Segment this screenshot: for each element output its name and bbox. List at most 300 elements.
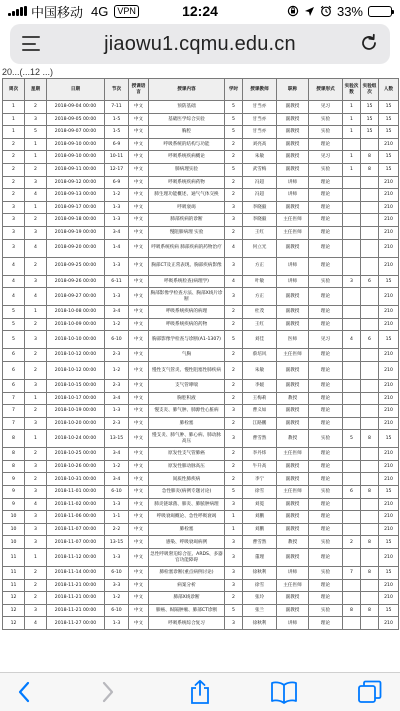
table-cell: 1-3 xyxy=(105,405,129,418)
table-cell: 4 xyxy=(25,288,47,306)
table-cell: 2 xyxy=(225,392,243,405)
table-cell: 1 xyxy=(225,523,243,536)
table-row xyxy=(3,379,399,392)
table-cell: 2018-09-07 00:00 xyxy=(47,126,105,139)
table-cell: 210 xyxy=(379,201,399,214)
table-cell: 呼吸系统疾病的药物 xyxy=(149,318,225,331)
table-cell: 方正 xyxy=(243,288,277,306)
table-cell: 7 xyxy=(3,405,25,418)
table-cell: 2018-11-07 00:00 xyxy=(47,523,105,536)
table-cell xyxy=(343,498,361,511)
column-header: 实验组次 xyxy=(361,79,379,101)
table-cell: 理论 xyxy=(309,523,343,536)
table-cell: 1-3 xyxy=(105,549,129,567)
table-cell: 2018-09-18 00:00 xyxy=(47,214,105,227)
table-cell: 中文 xyxy=(129,498,149,511)
table-cell: 慢阻肺病理 实验 xyxy=(149,226,225,239)
table-cell: 3 xyxy=(225,257,243,275)
table-cell: 呼吸衰竭 xyxy=(149,201,225,214)
table-cell: 15 xyxy=(379,113,399,126)
table-cell: 1-3 xyxy=(105,288,129,306)
table-cell: 中文 xyxy=(129,306,149,319)
table-row xyxy=(3,288,399,306)
table-cell: 中文 xyxy=(129,151,149,164)
table-cell: 210 xyxy=(379,239,399,257)
table-cell: 210 xyxy=(379,226,399,239)
table-cell: 基础医学综合实验 xyxy=(149,113,225,126)
table-cell: 中文 xyxy=(129,460,149,473)
forward-button[interactable] xyxy=(94,679,122,705)
table-cell: 中文 xyxy=(129,275,149,288)
table-cell: 主任医师 xyxy=(277,349,309,362)
table-cell: 中文 xyxy=(129,567,149,580)
table-cell: 副教授 xyxy=(277,460,309,473)
table-cell: 210 xyxy=(379,379,399,392)
column-header: 节次 xyxy=(105,79,129,101)
alarm-clock-icon xyxy=(320,5,332,17)
table-cell: 副教授 xyxy=(277,592,309,605)
table-cell: 1 xyxy=(25,549,47,567)
table-cell: 讲师 xyxy=(277,617,309,630)
column-header: 人数 xyxy=(379,79,399,101)
table-cell: 徐雪 xyxy=(243,486,277,499)
table-row xyxy=(3,126,399,139)
table-row xyxy=(3,349,399,362)
table-cell: 胸部影像学检查与诊断(A1-1307) xyxy=(149,331,225,349)
table-cell: 2 xyxy=(25,567,47,580)
bookmarks-button[interactable] xyxy=(270,679,298,705)
table-cell xyxy=(361,288,379,306)
table-cell: 1 xyxy=(3,126,25,139)
table-cell: 15 xyxy=(379,101,399,114)
table-cell: 8 xyxy=(361,151,379,164)
table-cell: 主任医师 xyxy=(277,448,309,461)
table-cell: 中文 xyxy=(129,331,149,349)
table-cell: 牛升高 xyxy=(243,460,277,473)
table-cell: 9 xyxy=(3,486,25,499)
table-cell: 3-4 xyxy=(105,226,129,239)
table-cell: 2 xyxy=(25,405,47,418)
table-cell: 理论 xyxy=(309,176,343,189)
network-label: 4G xyxy=(91,3,109,19)
table-cell: 主任医师 xyxy=(277,226,309,239)
share-icon xyxy=(189,679,211,705)
table-cell: 2 xyxy=(25,318,47,331)
table-cell: 中文 xyxy=(129,214,149,227)
table-cell: 6 xyxy=(3,361,25,379)
table-cell: 3 xyxy=(225,430,243,448)
table-cell: 理论 xyxy=(309,417,343,430)
table-cell xyxy=(361,549,379,567)
table-cell: 8 xyxy=(361,430,379,448)
table-cell: 4 xyxy=(25,498,47,511)
table-cell: 1-5 xyxy=(105,126,129,139)
table-cell: 11 xyxy=(3,549,25,567)
table-cell: 2 xyxy=(225,417,243,430)
table-cell: 3 xyxy=(25,460,47,473)
table-cell: 曹雪然 xyxy=(243,430,277,448)
table-cell: 2 xyxy=(25,349,47,362)
table-row xyxy=(3,189,399,202)
table-row xyxy=(3,592,399,605)
reload-icon[interactable] xyxy=(358,32,380,54)
table-cell: 实验 xyxy=(309,536,343,549)
table-cell: 主任医师 xyxy=(277,486,309,499)
table-cell: 3 xyxy=(225,536,243,549)
table-cell: 支气管哮喘 xyxy=(149,379,225,392)
table-row xyxy=(3,239,399,257)
table-cell: 5 xyxy=(25,126,47,139)
table-cell: 副教授 xyxy=(277,405,309,418)
column-header: 星期 xyxy=(25,79,47,101)
table-cell: 2018-10-20 00:00 xyxy=(47,417,105,430)
table-row xyxy=(3,617,399,630)
table-cell: 2-3 xyxy=(105,417,129,430)
table-cell: 中文 xyxy=(129,101,149,114)
table-cell: 210 xyxy=(379,306,399,319)
table-cell: 6-11 xyxy=(105,275,129,288)
table-cell: 见习 xyxy=(309,101,343,114)
table-cell: 讲师 xyxy=(277,567,309,580)
table-cell xyxy=(343,201,361,214)
table-cell: 4 xyxy=(25,239,47,257)
table-cell: 210 xyxy=(379,460,399,473)
table-cell: 2 xyxy=(25,163,47,176)
table-row xyxy=(3,486,399,499)
table-cell: 1 xyxy=(343,151,361,164)
table-cell: 4 xyxy=(3,288,25,306)
table-cell: 副教授 xyxy=(277,163,309,176)
table-cell: 2018-09-27 00:00 xyxy=(47,288,105,306)
table-cell: 急性呼吸窘迫综合征、ARDS、多器官功能障碍 xyxy=(149,549,225,567)
table-cell: 2018-10-24 00:00 xyxy=(47,430,105,448)
table-cell: 副教授 xyxy=(277,138,309,151)
table-cell: 210 xyxy=(379,417,399,430)
cellular-signal-icon xyxy=(8,6,27,16)
table-cell xyxy=(343,379,361,392)
table-cell: 6-10 xyxy=(105,486,129,499)
table-cell: 210 xyxy=(379,138,399,151)
table-cell: 胸腔 xyxy=(149,126,225,139)
table-cell: 刘佳 xyxy=(243,331,277,349)
table-cell xyxy=(361,417,379,430)
table-cell: 预防基础 xyxy=(149,101,225,114)
table-cell: 2018-10-19 00:00 xyxy=(47,405,105,418)
schedule-table xyxy=(2,78,399,630)
table-cell: 2 xyxy=(3,163,25,176)
table-cell: 肺部X线诊断 xyxy=(149,592,225,605)
web-page-content[interactable] xyxy=(0,66,400,672)
table-cell xyxy=(343,473,361,486)
table-cell: 2018-10-12 00:00 xyxy=(47,349,105,362)
table-cell: 病案分析 xyxy=(149,579,225,592)
column-header: 职称 xyxy=(277,79,309,101)
table-cell: 8 xyxy=(361,567,379,580)
table-cell: 副教授 xyxy=(277,306,309,319)
table-cell: 2018-11-27 00:00 xyxy=(47,617,105,630)
table-cell: 2 xyxy=(25,473,47,486)
table-cell: 5 xyxy=(225,331,243,349)
table-cell: 中文 xyxy=(129,604,149,617)
back-button[interactable] xyxy=(10,679,38,705)
share-button[interactable] xyxy=(186,679,214,705)
table-cell: 朱敏 xyxy=(243,151,277,164)
table-cell: 中文 xyxy=(129,126,149,139)
location-arrow-icon xyxy=(304,6,315,17)
table-cell: 15 xyxy=(379,604,399,617)
table-cell: 4 xyxy=(225,239,243,257)
table-cell: 15 xyxy=(379,331,399,349)
table-cell: 中文 xyxy=(129,226,149,239)
table-cell: 中文 xyxy=(129,592,149,605)
table-cell: 2 xyxy=(3,138,25,151)
table-cell: 徐秋利 xyxy=(243,567,277,580)
table-cell: 理论 xyxy=(309,592,343,605)
table-cell: 理论 xyxy=(309,361,343,379)
table-cell: 1 xyxy=(225,511,243,524)
table-cell: 2018-09-11 00:00 xyxy=(47,163,105,176)
table-cell: 李丹炜 xyxy=(243,448,277,461)
table-cell: 2 xyxy=(25,214,47,227)
table-cell: 10 xyxy=(3,511,25,524)
table-cell: 210 xyxy=(379,523,399,536)
table-cell: 3-4 xyxy=(105,473,129,486)
table-cell: 3 xyxy=(225,201,243,214)
table-cell: 12 xyxy=(3,592,25,605)
table-cell: 2 xyxy=(343,536,361,549)
table-cell: 6 xyxy=(361,275,379,288)
table-cell: 5 xyxy=(225,101,243,114)
table-cell: 1-4 xyxy=(105,239,129,257)
table-cell: 中文 xyxy=(129,138,149,151)
table-cell: 2018-09-04 00:00 xyxy=(47,101,105,114)
table-cell: 见习 xyxy=(309,331,343,349)
table-cell: 1-3 xyxy=(105,257,129,275)
table-cell: 6-10 xyxy=(105,331,129,349)
table-cell xyxy=(343,549,361,567)
table-row xyxy=(3,361,399,379)
table-cell: 6-10 xyxy=(105,567,129,580)
table-cell: 副教授 xyxy=(277,101,309,114)
reader-menu-icon[interactable] xyxy=(22,36,40,51)
table-cell: 2 xyxy=(225,349,243,362)
table-cell: 副教授 xyxy=(277,549,309,567)
table-cell: 副教授 xyxy=(277,201,309,214)
table-cell: 李媛 xyxy=(243,379,277,392)
table-cell: 210 xyxy=(379,214,399,227)
table-cell xyxy=(361,448,379,461)
table-cell: 2 xyxy=(225,226,243,239)
table-cell: 1 xyxy=(343,113,361,126)
table-cell xyxy=(361,617,379,630)
table-cell: 方正 xyxy=(243,257,277,275)
table-cell: 刘亮高 xyxy=(243,138,277,151)
page-caption: 20...(...12 ...) xyxy=(2,67,54,77)
table-cell: 15 xyxy=(379,151,399,164)
table-cell: 胸腔积液 xyxy=(149,392,225,405)
table-row xyxy=(3,331,399,349)
table-cell: 李晓毅 xyxy=(243,201,277,214)
table-cell xyxy=(361,511,379,524)
table-cell: 1 xyxy=(3,113,25,126)
table-cell: 2018-09-19 00:00 xyxy=(47,226,105,239)
table-cell: 理论 xyxy=(309,498,343,511)
table-row xyxy=(3,113,399,126)
table-row xyxy=(3,176,399,189)
table-cell xyxy=(343,417,361,430)
table-cell xyxy=(343,460,361,473)
table-cell: 江路鹏 xyxy=(243,417,277,430)
table-cell: 张兰 xyxy=(243,604,277,617)
table-cell: 实验 xyxy=(309,275,343,288)
table-cell: 210 xyxy=(379,349,399,362)
table-cell xyxy=(361,257,379,275)
table-cell: 甘当亦 xyxy=(243,113,277,126)
table-cell: 感染、呼吸衰竭病例 xyxy=(149,536,225,549)
table-row xyxy=(3,473,399,486)
table-cell: 1 xyxy=(343,101,361,114)
table-cell: 12 xyxy=(3,617,25,630)
table-cell: 210 xyxy=(379,498,399,511)
table-cell: 2018-11-14 00:00 xyxy=(47,567,105,580)
table-cell: 2-3 xyxy=(105,349,129,362)
table-row xyxy=(3,101,399,114)
status-time: 12:24 xyxy=(182,3,218,19)
table-cell: 实验 xyxy=(309,486,343,499)
table-cell: 11 xyxy=(3,567,25,580)
table-cell: 5 xyxy=(3,306,25,319)
table-cell: 张玲 xyxy=(243,592,277,605)
table-cell: 理论 xyxy=(309,306,343,319)
table-cell: 1 xyxy=(25,430,47,448)
table-row xyxy=(3,567,399,580)
table-cell: 2018-10-17 00:00 xyxy=(47,392,105,405)
table-cell: 中文 xyxy=(129,257,149,275)
table-cell: 教授 xyxy=(277,536,309,549)
table-cell: 9 xyxy=(3,473,25,486)
table-row xyxy=(3,201,399,214)
table-body xyxy=(3,101,399,630)
table-cell: 肺病理实验 xyxy=(149,163,225,176)
table-row xyxy=(3,511,399,524)
table-cell: 8 xyxy=(361,163,379,176)
table-cell: 肺部疾病的诊断 xyxy=(149,214,225,227)
table-cell: 副教授 xyxy=(277,113,309,126)
table-cell xyxy=(343,318,361,331)
table-cell: 主任医师 xyxy=(277,214,309,227)
table-cell: 副教授 xyxy=(277,498,309,511)
table-cell: 1-5 xyxy=(105,113,129,126)
table-cell: 1-1 xyxy=(105,511,129,524)
address-bar[interactable] xyxy=(10,24,390,64)
table-cell: 8 xyxy=(3,448,25,461)
table-cell: 理论 xyxy=(309,379,343,392)
table-cell: 呼吸系统疾病概论 xyxy=(149,151,225,164)
table-cell xyxy=(361,138,379,151)
column-header: 学时 xyxy=(225,79,243,101)
table-cell: 6 xyxy=(361,331,379,349)
table-cell: 3 xyxy=(225,214,243,227)
table-row xyxy=(3,579,399,592)
table-cell: 1 xyxy=(25,151,47,164)
table-cell: 理论 xyxy=(309,201,343,214)
table-cell: 中文 xyxy=(129,176,149,189)
table-cell: 理论 xyxy=(309,288,343,306)
table-cell: 2018-09-10 00:00 xyxy=(47,138,105,151)
table-cell: 2018-11-21 00:00 xyxy=(47,592,105,605)
table-cell: 呼吸衰竭概论、急性呼吸衰竭 xyxy=(149,511,225,524)
table-cell: 7 xyxy=(3,392,25,405)
table-cell: 210 xyxy=(379,405,399,418)
table-cell: 教授 xyxy=(277,392,309,405)
table-row xyxy=(3,138,399,151)
table-cell: 王红 xyxy=(243,318,277,331)
table-cell: 15 xyxy=(361,113,379,126)
tabs-button[interactable] xyxy=(356,679,384,705)
table-cell: 2018-09-20 00:00 xyxy=(47,239,105,257)
table-row xyxy=(3,604,399,617)
table-cell: 理论 xyxy=(309,617,343,630)
table-row xyxy=(3,498,399,511)
table-cell: 中文 xyxy=(129,617,149,630)
table-cell xyxy=(361,592,379,605)
table-cell: 2018-11-07 00:00 xyxy=(47,536,105,549)
table-cell: 肺炎链球菌、肺炎、肺脓肿病理 xyxy=(149,498,225,511)
table-cell: 3 xyxy=(25,113,47,126)
book-icon xyxy=(270,680,298,704)
table-cell: 15 xyxy=(379,486,399,499)
table-cell: 实验 xyxy=(309,163,343,176)
table-cell: 1 xyxy=(3,101,25,114)
table-cell: 6 xyxy=(343,486,361,499)
table-cell: 副教授 xyxy=(277,379,309,392)
table-cell: 理论 xyxy=(309,214,343,227)
table-cell: 中文 xyxy=(129,536,149,549)
table-cell: 甘当亦 xyxy=(243,101,277,114)
url-text[interactable]: jiaowu1.cqmu.edu.cn xyxy=(104,32,296,55)
table-cell: 副教授 xyxy=(277,361,309,379)
table-cell: 理论 xyxy=(309,473,343,486)
table-cell: 2018-10-31 00:00 xyxy=(47,473,105,486)
table-cell: 中文 xyxy=(129,201,149,214)
column-header: 日期 xyxy=(47,79,105,101)
table-cell: 慢支炎、肺气肿、肺心病、肺动脉高压 xyxy=(149,430,225,448)
table-cell: 210 xyxy=(379,288,399,306)
table-cell: 李晓毅 xyxy=(243,214,277,227)
table-cell: 原发性肺动脉高压 xyxy=(149,460,225,473)
table-cell: 2018-09-13 00:00 xyxy=(47,189,105,202)
table-cell: 3 xyxy=(343,275,361,288)
table-cell: 徐秋利 xyxy=(243,617,277,630)
table-cell: 6-9 xyxy=(105,138,129,151)
table-cell: 中文 xyxy=(129,379,149,392)
table-cell: 杜茂 xyxy=(243,306,277,319)
table-cell xyxy=(361,176,379,189)
table-cell: 中文 xyxy=(129,392,149,405)
table-cell: 实验 xyxy=(309,113,343,126)
table-cell: 理论 xyxy=(309,511,343,524)
table-cell xyxy=(361,498,379,511)
table-cell xyxy=(361,361,379,379)
table-cell xyxy=(361,239,379,257)
table-cell xyxy=(343,226,361,239)
table-cell: 叶敏 xyxy=(243,275,277,288)
table-cell: 医师 xyxy=(277,331,309,349)
table-cell: 3 xyxy=(25,275,47,288)
table-cell: 副教授 xyxy=(277,318,309,331)
table-cell: 1-2 xyxy=(105,189,129,202)
table-cell: 2-2 xyxy=(105,523,129,536)
